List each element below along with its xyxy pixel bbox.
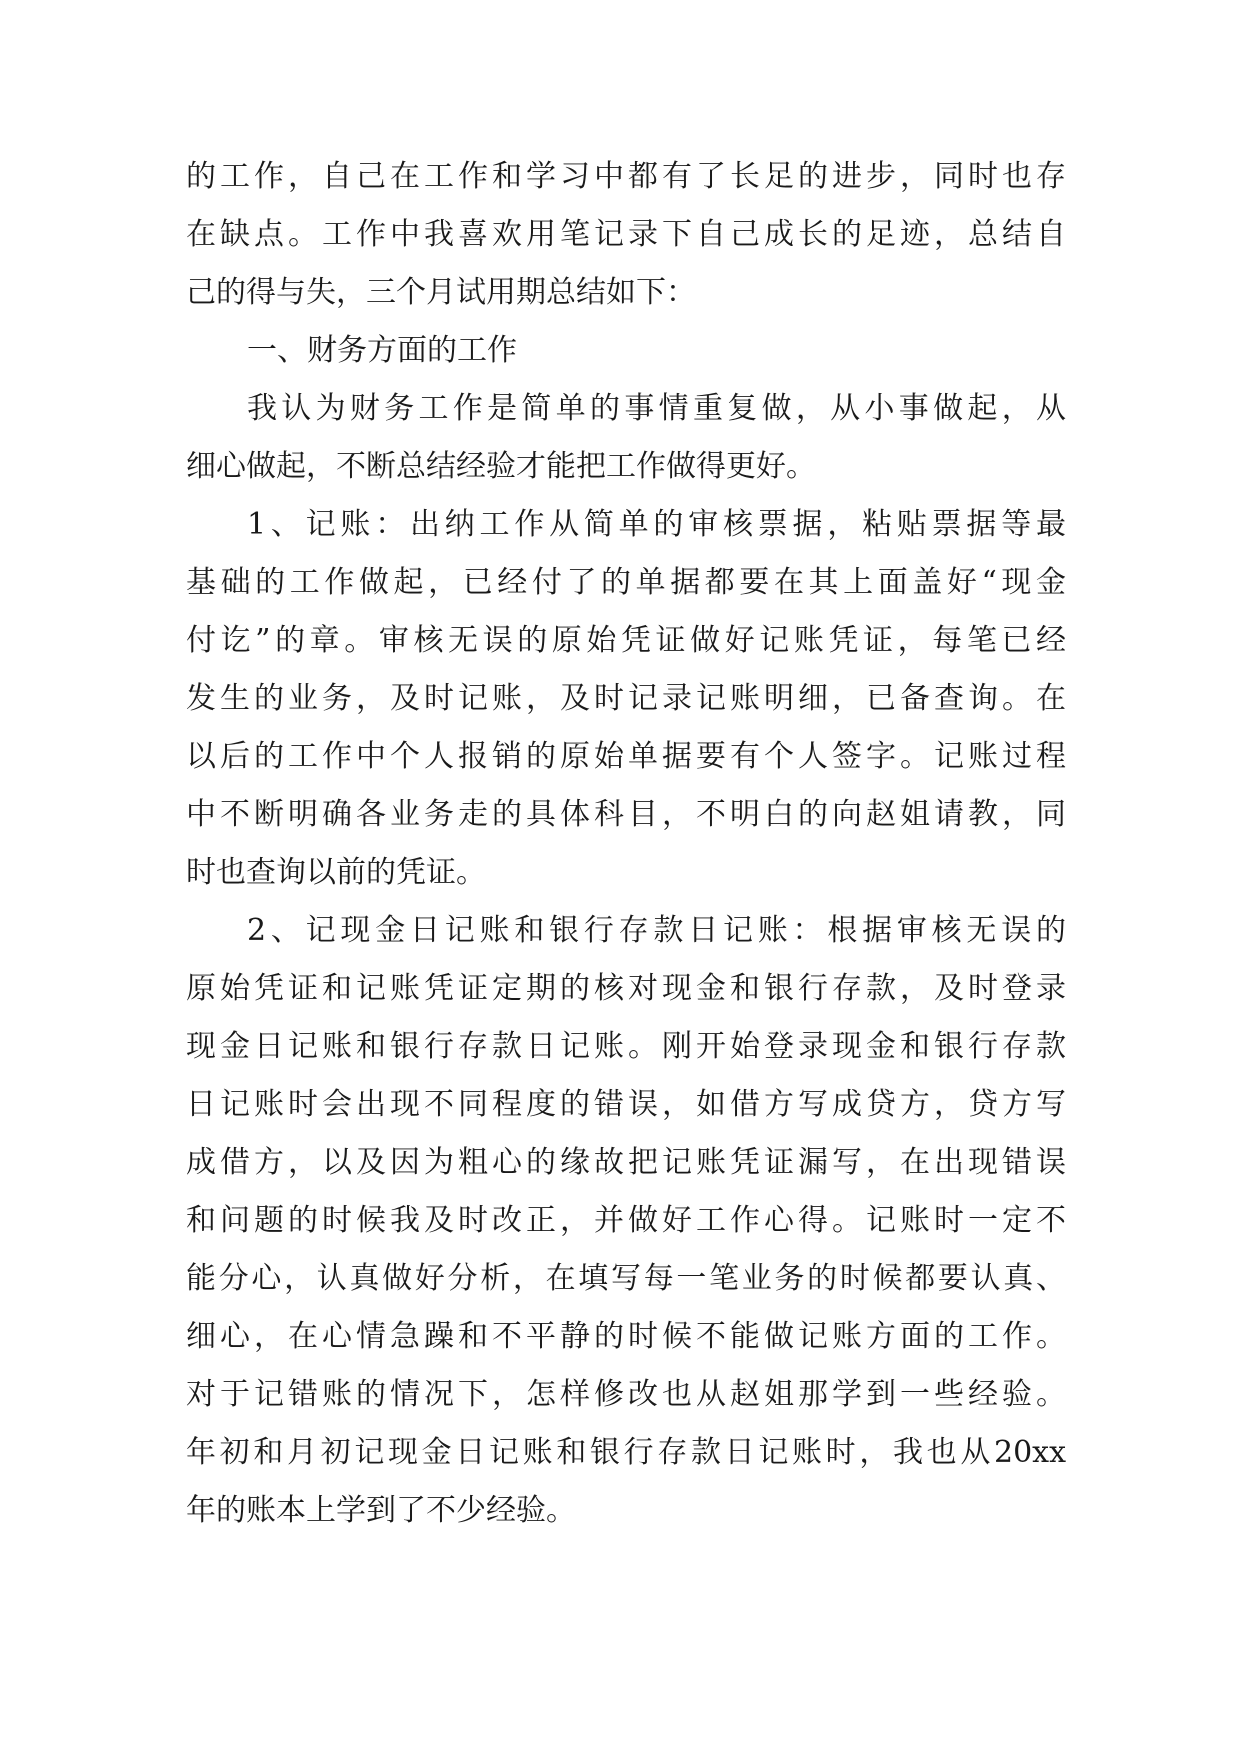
text-line: 2、记现金日记账和银行存款日记账：根据审核无误的	[247, 913, 1066, 948]
text-line: 对于记错账的情况下，怎样修改也从赵姐那学到一些经验。	[186, 1377, 1066, 1412]
text-line: 己的得与失，三个月试用期总结如下：	[186, 275, 696, 310]
text-line: 时也查询以前的凭证。	[186, 855, 486, 890]
text-line: 在缺点。工作中我喜欢用笔记录下自己成长的足迹，总结自	[186, 217, 1066, 252]
text-line: 日记账时会出现不同程度的错误，如借方写成贷方，贷方写	[186, 1087, 1066, 1122]
document-body	[186, 148, 1066, 1540]
text-line: 年初和月初记现金日记账和银行存款日记账时，我也从20xx	[186, 1435, 1066, 1470]
text-line: 以后的工作中个人报销的原始单据要有个人签字。记账过程	[186, 739, 1066, 774]
text-line: 1、记账：出纳工作从简单的审核票据，粘贴票据等最	[247, 507, 1066, 542]
text-line: 成借方，以及因为粗心的缘故把记账凭证漏写，在出现错误	[186, 1145, 1066, 1180]
text-line: 细心做起，不断总结经验才能把工作做得更好。	[186, 449, 816, 484]
text-line: 能分心，认真做好分析，在填写每一笔业务的时候都要认真、	[186, 1261, 1066, 1296]
text-line: 现金日记账和银行存款日记账。刚开始登录现金和银行存款	[186, 1029, 1066, 1064]
text-line: 和问题的时候我及时改正，并做好工作心得。记账时一定不	[186, 1203, 1066, 1238]
text-line: 发生的业务，及时记账，及时记录记账明细，已备查询。在	[186, 681, 1066, 716]
text-line: 中不断明确各业务走的具体科目，不明白的向赵姐请教，同	[186, 797, 1066, 832]
text-line: 基础的工作做起，已经付了的单据都要在其上面盖好“现金	[186, 565, 1066, 600]
text-line: 一、财务方面的工作	[247, 333, 517, 368]
text-line: 付讫”的章。审核无误的原始凭证做好记账凭证，每笔已经	[186, 623, 1066, 658]
text-line: 原始凭证和记账凭证定期的核对现金和银行存款，及时登录	[186, 971, 1066, 1006]
text-line: 我认为财务工作是简单的事情重复做，从小事做起，从	[247, 391, 1066, 426]
text-line: 的工作，自己在工作和学习中都有了长足的进步，同时也存	[186, 159, 1066, 194]
text-line: 年的账本上学到了不少经验。	[186, 1493, 576, 1528]
text-line: 细心，在心情急躁和不平静的时候不能做记账方面的工作。	[186, 1319, 1066, 1354]
